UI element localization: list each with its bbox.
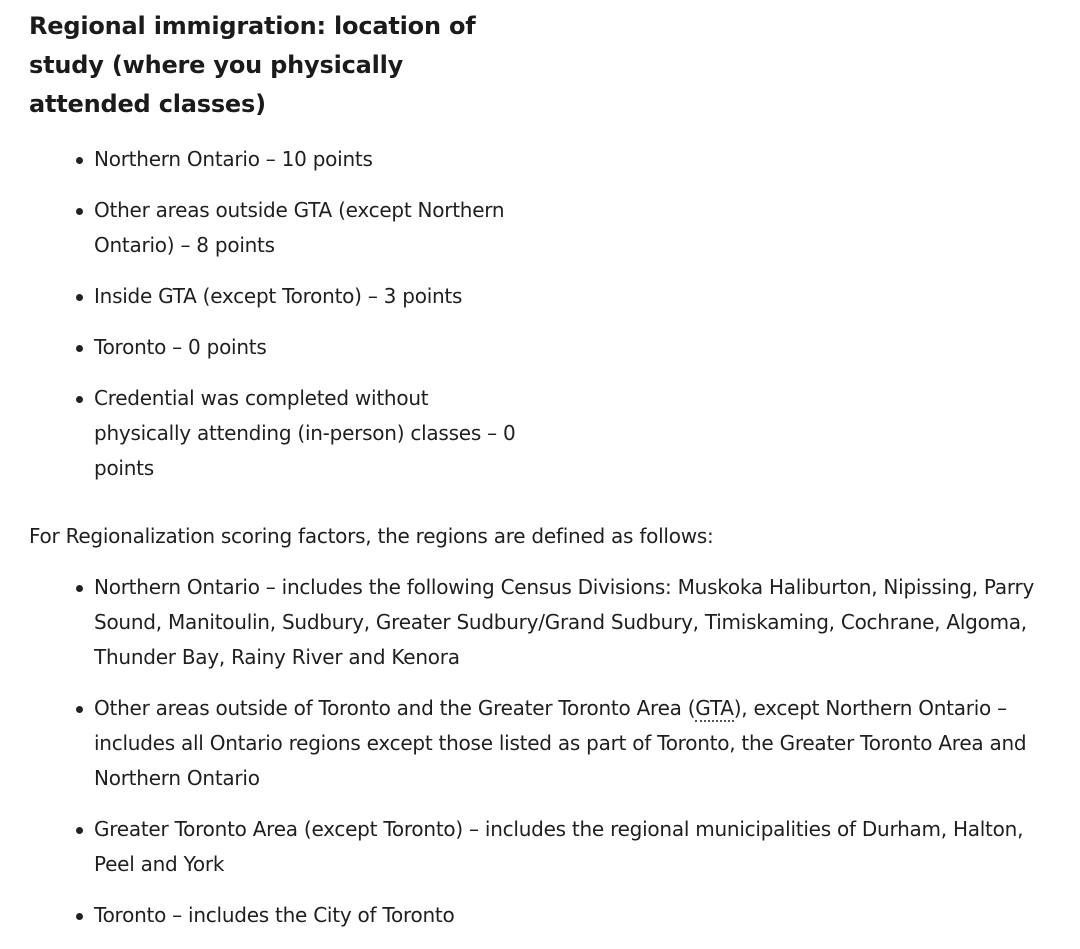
list-item: Credential was completed without physically attending (in-person) classes – 0 points xyxy=(94,381,519,486)
list-item: Toronto – includes the City of Toronto xyxy=(94,898,1069,933)
list-item: Toronto – 0 points xyxy=(94,330,519,365)
region-text-after: ), except Northern Ontario – includes all Ontario regions except those listed as part of Toronto, the Greater Toronto Area and Northern Ontario xyxy=(94,696,1027,790)
list-item: Northern Ontario – includes the following Census Divisions: Muskoka Haliburton, Nipissing, Parry Sound, Manitoulin, Sudbury, Greater Sudbury/Grand Sudbury, Timiskaming, Cochrane, Algoma, Thunder Bay, Rainy River and Kenora xyxy=(94,570,1069,675)
list-item xyxy=(94,691,1069,796)
list-item: Northern Ontario – 10 points xyxy=(94,142,519,177)
points-list xyxy=(29,142,519,502)
list-item: Inside GTA (except Toronto) – 3 points xyxy=(94,279,519,314)
gta-abbreviation[interactable]: GTA xyxy=(695,696,734,720)
regions-intro: For Regionalization scoring factors, the regions are defined as follows: xyxy=(29,524,714,548)
section-heading: Regional immigration: location of study (where you physically attended classes) xyxy=(29,12,476,118)
region-text-before: Other areas outside of Toronto and the Greater Toronto Area ( xyxy=(94,696,696,720)
list-item: Other areas outside GTA (except Northern Ontario) – 8 points xyxy=(94,193,519,263)
list-item: Greater Toronto Area (except Toronto) – includes the regional municipalities of Durham, Halton, Peel and York xyxy=(94,812,1069,882)
regions-list xyxy=(29,570,1069,949)
